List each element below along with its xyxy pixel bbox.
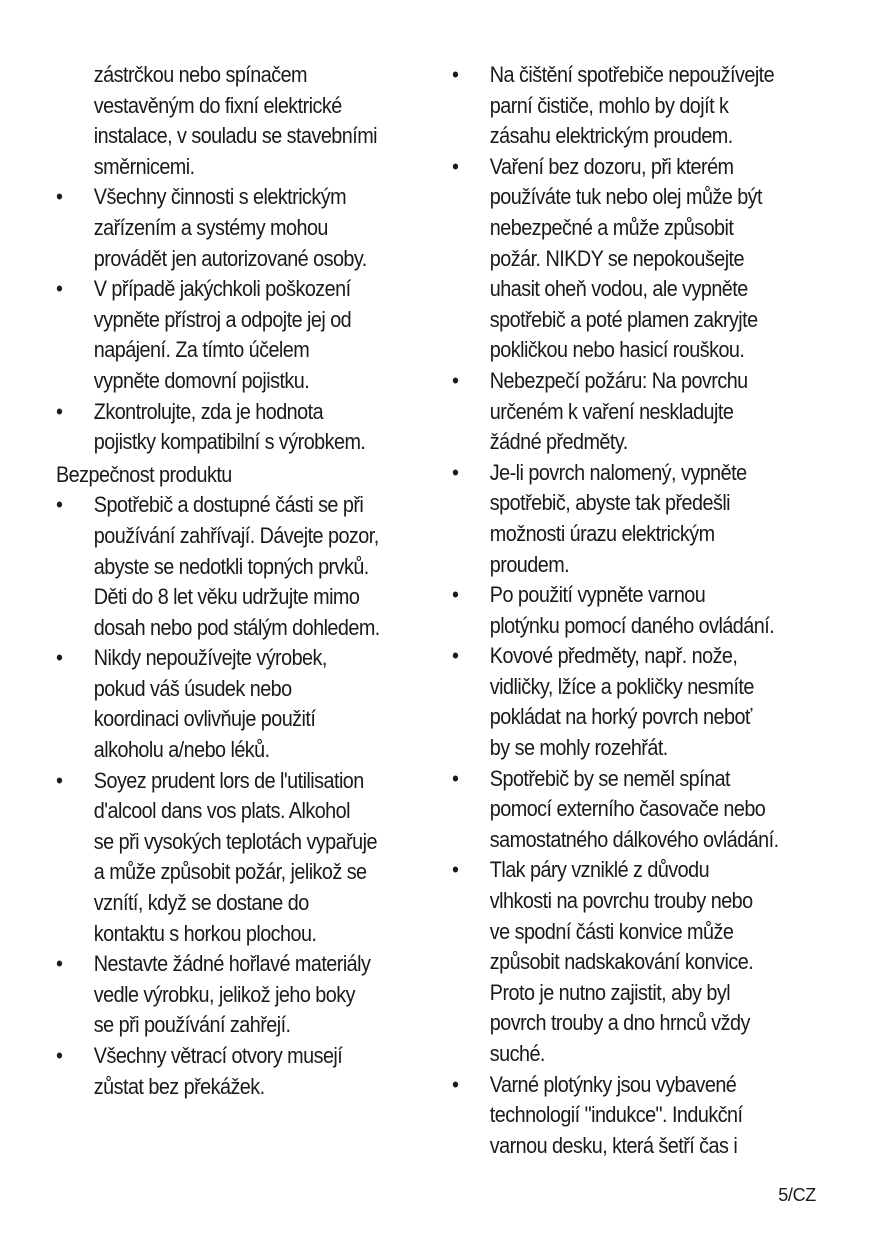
bullet-icon: • xyxy=(452,582,459,608)
bullet-icon: • xyxy=(56,492,63,518)
section-heading: Bezpečnost produktu xyxy=(56,461,232,487)
list-item xyxy=(56,1041,427,1102)
list-item xyxy=(452,641,823,763)
bullet-icon: • xyxy=(56,951,63,977)
list-item-text: Na čištění spotřebiče nepoužívejte parní čističe, mohlo by dojít k zásahu elektrickým proudem. xyxy=(489,62,775,149)
right-column xyxy=(452,60,823,1161)
page-number: 5/CZ xyxy=(778,1185,816,1205)
list-item xyxy=(452,366,823,458)
bullet-icon: • xyxy=(452,857,459,883)
list-item-text: Soyez prudent lors de l'utilisation d'alcool dans vos plats. Alkohol se při vysokých teplotách vypařuje a může způsobit požár, jelikož se vznítí, když se dostane do kontaktu s horkou plochou. xyxy=(93,767,377,946)
list-item xyxy=(56,397,427,458)
list-item-text: Vaření bez dozoru, při kterém používáte tuk nebo olej může být nebezpečné a může způsobit požár. NIKDY se nepokoušejte uhasit oheň vodou, ale vypněte spotřebič a poté plamen zakryjte pokličkou nebo hasicí rouškou. xyxy=(489,153,763,363)
list-item xyxy=(452,458,823,580)
bullet-icon: • xyxy=(56,645,63,671)
list-item-text: Je-li povrch nalomený, vypněte spotřebič, abyste tak předešli možnosti úrazu elektrickým proudem. xyxy=(489,459,747,577)
list-item-text: Nestavte žádné hořlavé materiály vedle výrobku, jelikož jeho boky se při používání zahřejí. xyxy=(93,951,371,1038)
list-item-text: Nebezpečí požáru: Na povrchu určeném k vaření neskladujte žádné předměty. xyxy=(489,367,748,455)
list-item-text: Spotřebič a dostupné části se při používání zahřívají. Dávejte pozor, abyste se nedotkli topných prvků. Děti do 8 let věku udržujte mimo dosah nebo pod stálým dohledem. xyxy=(93,492,380,640)
bullet-icon: • xyxy=(56,276,63,302)
list-item-text: Všechny větrací otvory musejí zůstat bez překážek. xyxy=(93,1043,343,1099)
list-item xyxy=(56,949,427,1041)
bullet-icon: • xyxy=(452,765,459,791)
bullet-icon: • xyxy=(452,643,459,669)
bullet-icon: • xyxy=(452,153,459,179)
left-column xyxy=(56,60,427,1102)
list-item xyxy=(56,274,427,396)
list-item xyxy=(56,643,427,765)
list-item xyxy=(56,182,427,274)
bullet-icon: • xyxy=(56,184,63,210)
continuation-paragraph xyxy=(56,60,427,182)
list-item xyxy=(452,764,823,856)
list-item-text: Spotřebič by se neměl spínat pomocí externího časovače nebo samostatného dálkového ovládání. xyxy=(489,765,779,852)
bullet-icon: • xyxy=(56,767,63,793)
bullet-icon: • xyxy=(452,62,459,87)
list-item-text: Kovové předměty, např. nože, vidličky, lžíce a pokličky nesmíte pokládat na horký povrch neboť by se mohly rozehřát. xyxy=(489,643,754,761)
list-item xyxy=(56,766,427,950)
list-item xyxy=(452,152,823,366)
bullet-icon: • xyxy=(56,1043,63,1068)
bullet-icon: • xyxy=(452,1071,459,1097)
list-item-text: Varné plotýnky jsou vybavené technologií "indukce". Indukční varnou desku, která šetří čas i xyxy=(489,1071,743,1158)
list-item-text: Tlak páry vzniklé z důvodu vlhkosti na povrchu trouby nebo ve spodní části konvice může způsobit nadskakování konvice. Proto je nutno zajistit, aby byl povrch trouby a dno hrnců vždy suché. xyxy=(489,857,754,1066)
list-item xyxy=(452,855,823,1069)
list-item-text: Po použití vypněte varnou plotýnku pomocí daného ovládání. xyxy=(489,582,775,638)
bullet-icon: • xyxy=(452,459,459,485)
list-item-text: Všechny činnosti s elektrickým zařízením a systémy mohou provádět jen autorizované osoby. xyxy=(93,184,367,271)
list-item xyxy=(452,1070,823,1162)
list-item xyxy=(56,490,427,643)
list-item-text: V případě jakýchkoli poškození vypněte přístroj a odpojte jej od napájení. Za tímto účelem vypněte domovní pojistku. xyxy=(93,276,352,393)
list-item xyxy=(452,60,823,152)
bullet-icon: • xyxy=(56,398,63,424)
bullet-icon: • xyxy=(452,367,459,393)
list-item-text: Zkontrolujte, zda je hodnota pojistky kompatibilní s výrobkem. xyxy=(93,398,366,455)
continuation-text: zástrčkou nebo spínačem vestavěným do fixní elektrické instalace, v souladu se stavebními směrnicemi. xyxy=(93,62,378,179)
list-item xyxy=(452,580,823,641)
list-item-text: Nikdy nepoužívejte výrobek, pokud váš úsudek nebo koordinaci ovlivňuje použití alkoholu a/nebo léků. xyxy=(93,645,327,763)
